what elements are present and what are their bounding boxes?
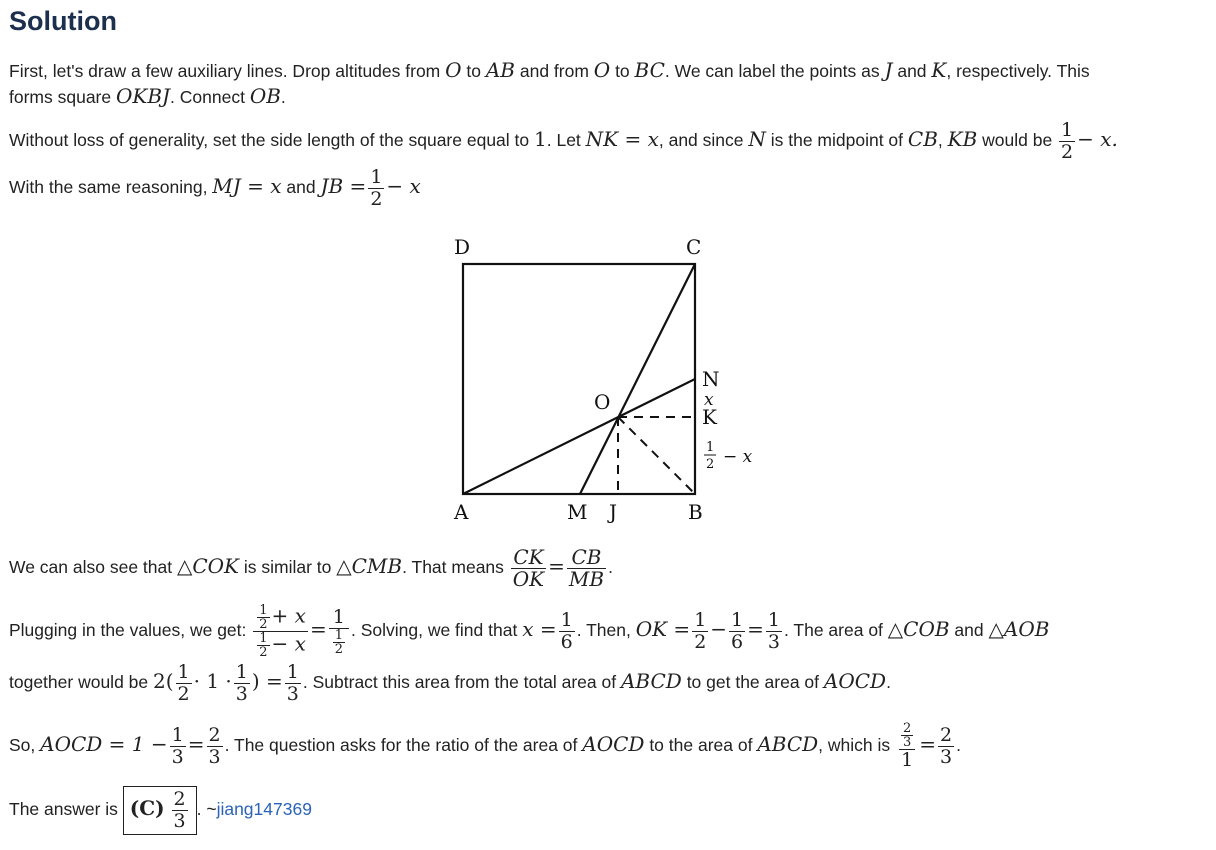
paragraph-5 bbox=[9, 662, 891, 705]
paragraph-1-line-2 bbox=[9, 84, 286, 109]
text: . bbox=[956, 735, 962, 756]
text: , bbox=[937, 130, 948, 151]
text: to bbox=[610, 61, 635, 81]
author-link[interactable]: jiang147369 bbox=[216, 799, 312, 820]
text: . Then, bbox=[576, 620, 636, 641]
text: , which is bbox=[818, 735, 895, 756]
label-D: D bbox=[454, 235, 471, 259]
text: and bbox=[281, 177, 321, 198]
fraction-complex: $\frac{1}{2}$ + x $\frac{1}{2}$ − x bbox=[253, 604, 308, 659]
paragraph-4 bbox=[9, 604, 1049, 659]
label-A: A bbox=[454, 500, 469, 524]
text: So, bbox=[9, 735, 41, 756]
fraction-one-third: $\frac{1}{3}$ bbox=[767, 609, 780, 653]
equals: = bbox=[309, 617, 327, 642]
segment-AN bbox=[463, 379, 695, 494]
label-half-den: 2 bbox=[706, 457, 715, 472]
text: Without loss of generality, set the side length of the square equal to bbox=[9, 130, 534, 151]
math-OKBJ: OKBJ bbox=[115, 84, 171, 108]
paragraph-3 bbox=[9, 547, 613, 590]
equals: = bbox=[548, 554, 565, 579]
equals: = bbox=[187, 732, 205, 757]
fraction-two-thirds: $\frac{2}{3}$ bbox=[208, 724, 221, 768]
label-N: N bbox=[702, 367, 720, 391]
label-x: x bbox=[704, 390, 714, 410]
label-half-num: 1 bbox=[706, 440, 715, 455]
text: . bbox=[280, 87, 286, 107]
label-M: M bbox=[567, 500, 588, 524]
fraction-CB-MB: $\frac{CB}{MB}$ bbox=[568, 545, 605, 591]
text: and bbox=[892, 61, 932, 81]
fraction-one-third: $\frac{1}{3}$ bbox=[171, 724, 184, 768]
math-CB: CB bbox=[907, 127, 938, 152]
math-AOCD-eq: AOCD = 1 − bbox=[40, 732, 168, 757]
text: to get the area of bbox=[681, 672, 824, 693]
math-triangle-CMB: △CMB bbox=[336, 554, 403, 579]
math-MJ-eq-x: MJ = x bbox=[212, 174, 282, 199]
label-K: K bbox=[702, 405, 717, 429]
text: . bbox=[608, 557, 613, 578]
text: . ~ bbox=[196, 799, 217, 820]
text: is the midpoint of bbox=[765, 130, 908, 151]
paragraph-6 bbox=[9, 722, 961, 771]
fraction-ratio: $\frac{\frac{2}{3}}{1}$ bbox=[901, 721, 914, 771]
math-ABCD: ABCD bbox=[757, 732, 819, 757]
solution-heading: Solution bbox=[9, 6, 117, 36]
answer-choice: (C) bbox=[129, 796, 165, 821]
math-AOCD: AOCD bbox=[823, 669, 887, 694]
fraction-CK-OK: $\frac{CK}{OK}$ bbox=[512, 545, 545, 591]
label-B: B bbox=[688, 500, 703, 524]
math-minus-x: − x bbox=[386, 174, 421, 199]
text: Plugging in the values, we get: bbox=[9, 620, 252, 641]
fraction-half: $\frac{1}{2}$ bbox=[694, 609, 707, 653]
text: . Subtract this area from the total area of bbox=[302, 672, 621, 693]
math-K: K bbox=[931, 58, 947, 82]
math-triangle-COB: △COB bbox=[887, 617, 950, 642]
math-1: 1 bbox=[534, 127, 547, 152]
label-O: O bbox=[594, 390, 611, 414]
square-ABCD bbox=[463, 264, 695, 494]
text: to bbox=[461, 61, 486, 81]
fraction-two-thirds: $\frac{2}{3}$ bbox=[173, 788, 186, 832]
answer-box bbox=[123, 786, 197, 835]
label-C: C bbox=[686, 235, 702, 259]
segment-CM bbox=[580, 264, 695, 494]
fraction-one-third: $\frac{1}{3}$ bbox=[286, 661, 299, 705]
text: . Connect bbox=[170, 87, 250, 107]
text: is similar to bbox=[239, 557, 337, 578]
paragraph-2-line-2 bbox=[9, 167, 421, 210]
label-J: J bbox=[609, 500, 618, 524]
text: and from bbox=[515, 61, 594, 81]
text: . That means bbox=[402, 557, 509, 578]
math-N: N bbox=[748, 127, 766, 152]
math-OB: OB bbox=[249, 84, 281, 108]
text: forms square bbox=[9, 87, 116, 107]
label-minus-x: − x bbox=[723, 447, 753, 467]
math-x-eq: x = bbox=[522, 617, 557, 642]
equals: = bbox=[747, 617, 764, 642]
fraction-one-sixth: $\frac{1}{6}$ bbox=[560, 609, 573, 653]
math-AB: AB bbox=[485, 58, 515, 82]
math-KB: KB bbox=[947, 127, 978, 152]
math-J: J bbox=[884, 58, 893, 82]
text: With the same reasoning, bbox=[9, 177, 213, 198]
text: We can also see that bbox=[9, 557, 177, 578]
fraction-half: $\frac{1}{2}$ bbox=[177, 661, 190, 705]
text: The answer is bbox=[9, 799, 123, 820]
equals: = bbox=[919, 732, 937, 757]
math-triangle-AOB: △AOB bbox=[988, 617, 1050, 642]
text: . The question asks for the ratio of the area of bbox=[224, 735, 583, 756]
text: . The area of bbox=[784, 620, 888, 641]
text: to the area of bbox=[644, 735, 758, 756]
text: , and since bbox=[658, 130, 749, 151]
math-O: O bbox=[445, 58, 462, 82]
math-triangle-COK: △COK bbox=[176, 554, 239, 579]
math-minus-x: − x. bbox=[1077, 127, 1118, 152]
text: . Solving, we find that bbox=[350, 620, 523, 641]
fraction-one-over-half: $\frac{1}{\frac{1}{2}}$ bbox=[329, 607, 349, 656]
paragraph-2-line-1 bbox=[9, 120, 1118, 163]
math-close-eq: ) = bbox=[251, 669, 283, 694]
fraction-one-third: $\frac{1}{3}$ bbox=[235, 661, 248, 705]
text: . Let bbox=[546, 130, 586, 151]
math-AOCD: AOCD bbox=[582, 732, 645, 757]
minus: − bbox=[710, 617, 728, 642]
math-ABCD: ABCD bbox=[620, 669, 682, 694]
text: together would be bbox=[9, 672, 153, 693]
text: , respectively. This bbox=[946, 61, 1090, 81]
text: . bbox=[886, 672, 891, 693]
square-diagram bbox=[440, 232, 780, 527]
text: . We can label the points as bbox=[664, 61, 885, 81]
math-JB-eq: JB = bbox=[320, 174, 367, 199]
math-2: 2( bbox=[153, 669, 174, 694]
math-dot-1-dot: · 1 · bbox=[193, 669, 232, 694]
paragraph-1-line-1 bbox=[9, 58, 1090, 83]
fraction-two-thirds: $\frac{2}{3}$ bbox=[940, 724, 953, 768]
segment-OB bbox=[618, 417, 695, 494]
fraction-half: $\frac{1}{2}$ bbox=[1061, 119, 1074, 163]
fraction-one-sixth: $\frac{1}{6}$ bbox=[731, 609, 744, 653]
paragraph-7 bbox=[9, 786, 312, 835]
math-O: O bbox=[593, 58, 611, 82]
text: First, let's draw a few auxiliary lines. Drop altitudes from bbox=[9, 61, 446, 81]
math-BC: BC bbox=[634, 58, 665, 82]
math-NK-eq-x: NK = x bbox=[585, 127, 659, 152]
text: would be bbox=[977, 130, 1058, 151]
fraction-half: $\frac{1}{2}$ bbox=[370, 166, 383, 210]
text: and bbox=[949, 620, 989, 641]
math-OK-eq: OK = bbox=[635, 617, 691, 642]
